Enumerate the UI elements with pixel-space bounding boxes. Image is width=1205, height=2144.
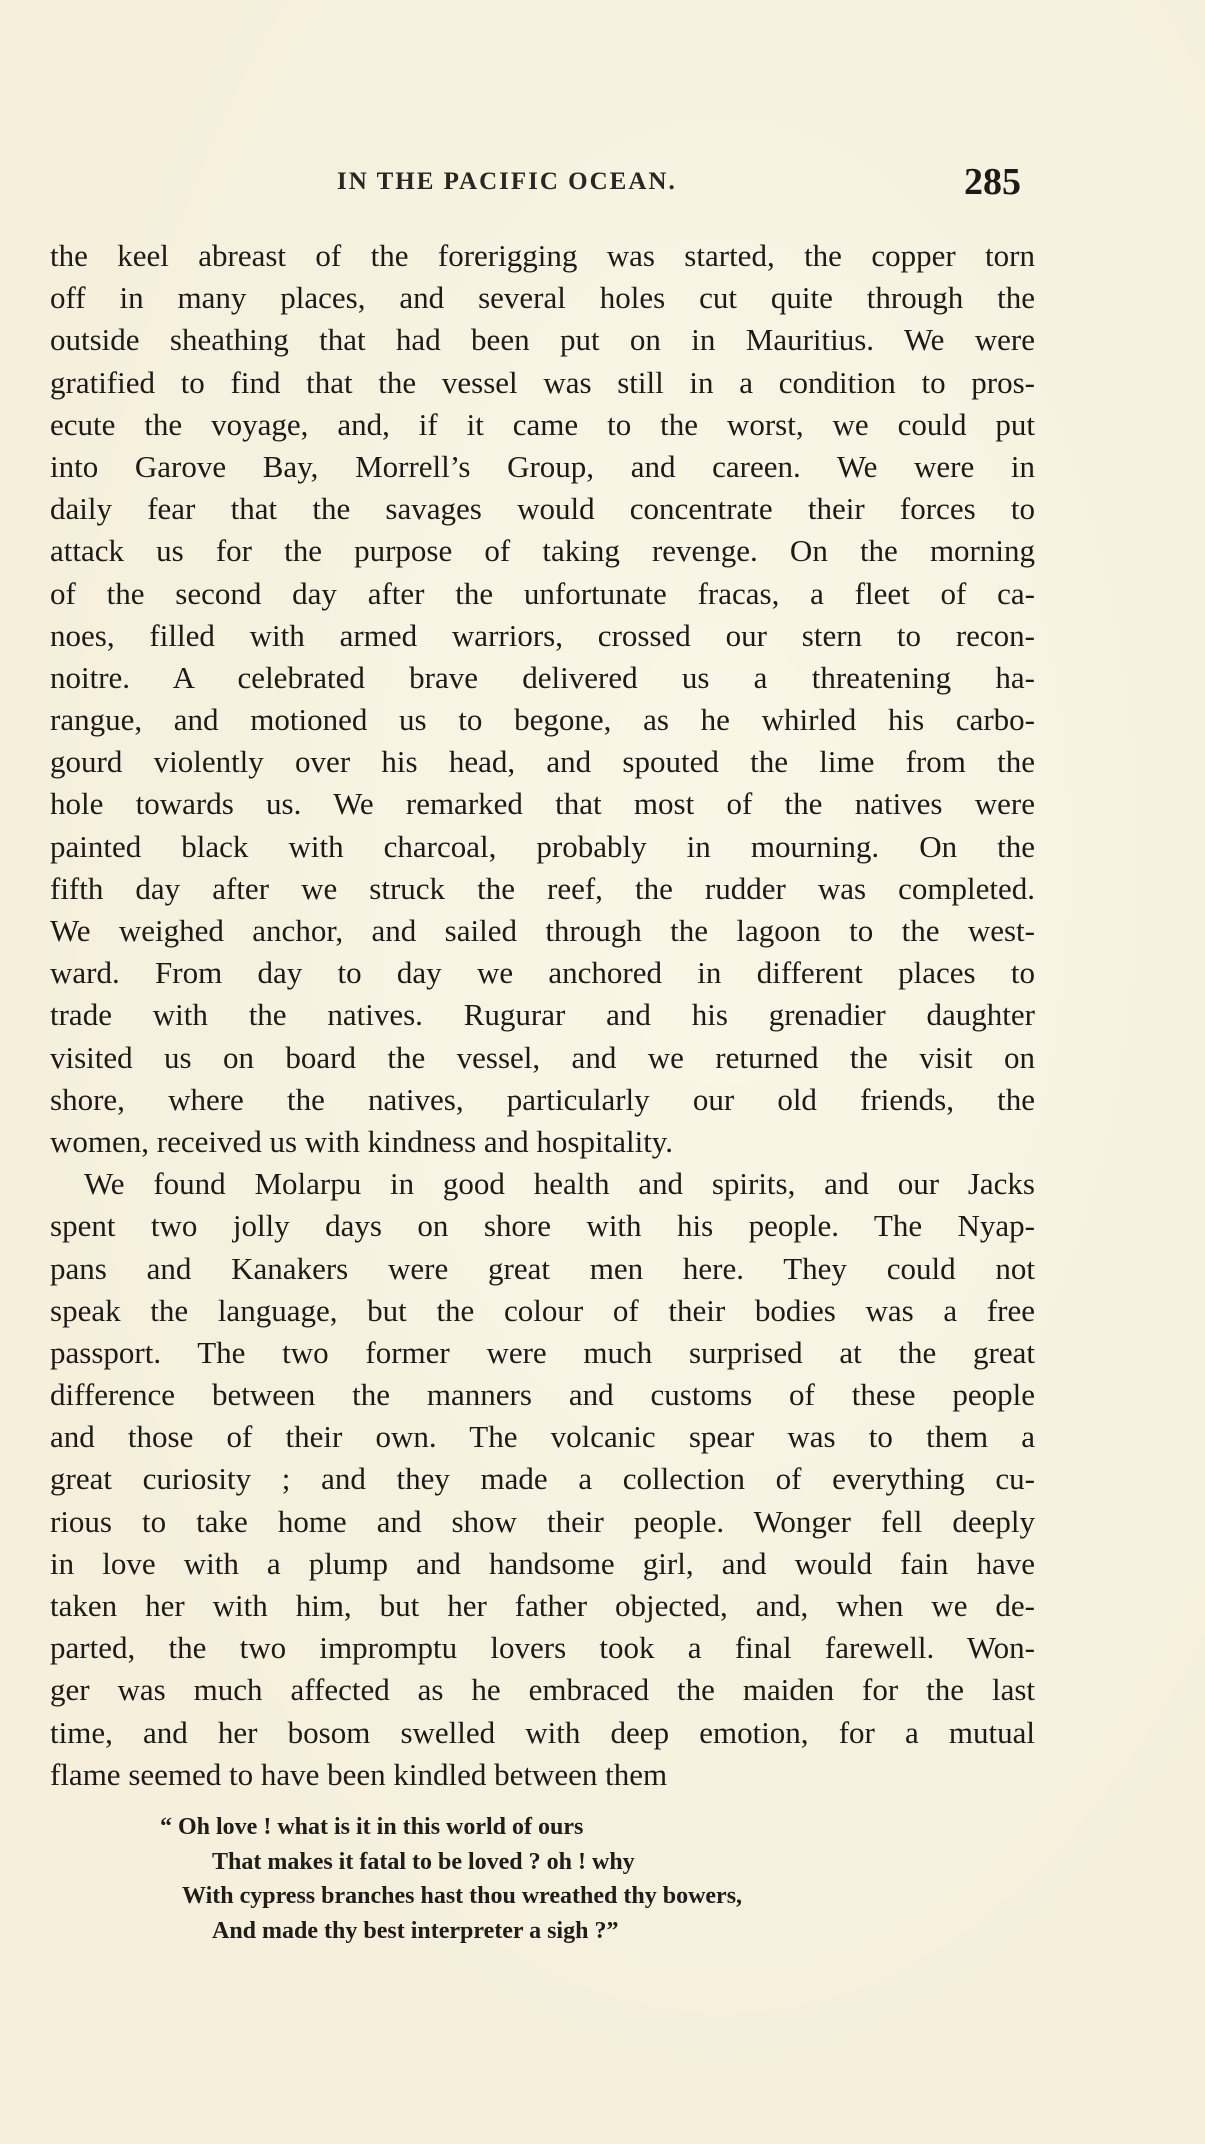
text-line: daily fear that the savages would concentrate their forces to xyxy=(50,491,1035,527)
verse-line: And made thy best interpreter a sigh ?” xyxy=(212,1917,619,1944)
text-line: taken her with him, but her father objected, and, when we de- xyxy=(50,1588,1035,1623)
body-text xyxy=(50,235,1035,1796)
text-line: hole towards us. We remarked that most of the natives were xyxy=(50,786,1035,822)
text-line: We weighed anchor, and sailed through the lagoon to the west- xyxy=(50,913,1035,948)
text-line: flame seemed to have been kindled between them xyxy=(50,1756,668,1792)
text-line: great curiosity ; and they made a collection of everything cu- xyxy=(50,1461,1035,1497)
text-line: shore, where the natives, particularly our old friends, the xyxy=(50,1081,1035,1117)
text-line: painted black with charcoal, probably in mourning. On the xyxy=(50,828,1035,864)
text-line: ward. From day to day we anchored in different places to xyxy=(50,955,1035,991)
text-line: speak the language, but the colour of their bodies was a free xyxy=(50,1292,1035,1328)
text-line: women, received us with kindness and hospitality. xyxy=(50,1123,674,1159)
text-line: ecute the voyage, and, if it came to the worst, we could put xyxy=(50,406,1035,442)
text-line: and those of their own. The volcanic spear was to them a xyxy=(50,1419,1035,1455)
text-line: noitre. A celebrated brave delivered us a threatening ha- xyxy=(50,659,1035,695)
text-line: difference between the manners and customs of these people xyxy=(50,1377,1035,1413)
text-line: rious to take home and show their people. Wonger fell deeply xyxy=(50,1503,1035,1539)
text-line: pans and Kanakers were great men here. They could not xyxy=(50,1250,1035,1286)
text-line: visited us on board the vessel, and we returned the visit on xyxy=(50,1039,1035,1075)
text-line: outside sheathing that had been put on in Mauritius. We were xyxy=(50,322,1035,358)
page-number: 285 xyxy=(964,161,1021,203)
text-line: noes, filled with armed warriors, crossed our stern to recon- xyxy=(50,617,1035,653)
verse-line: With cypress branches hast thou wreathed thy bowers, xyxy=(182,1883,743,1909)
text-line: in love with a plump and handsome girl, and would fain have xyxy=(50,1545,1035,1581)
text-line: into Garove Bay, Morrell’s Group, and careen. We were in xyxy=(50,448,1035,484)
verse-line: “ Oh love ! what is it in this world of ours xyxy=(160,1814,584,1840)
text-line: attack us for the purpose of taking revenge. On the morning xyxy=(50,533,1035,569)
running-head: IN THE PACIFIC OCEAN. xyxy=(337,168,677,195)
verse-quotation xyxy=(160,1810,860,1948)
verse-line: That makes it fatal to be loved ? oh ! why xyxy=(212,1848,635,1875)
text-line: time, and her bosom swelled with deep emotion, for a mutual xyxy=(50,1714,1035,1750)
text-line: spent two jolly days on shore with his people. The Nyap- xyxy=(50,1208,1035,1244)
text-line: ger was much affected as he embraced the maiden for the last xyxy=(50,1672,1035,1708)
text-line: gourd violently over his head, and spouted the lime from the xyxy=(50,744,1035,780)
text-line: gratified to find that the vessel was still in a condition to pros- xyxy=(50,364,1035,400)
text-line: trade with the natives. Rugurar and his grenadier daughter xyxy=(50,997,1035,1033)
text-line: We found Molarpu in good health and spirits, and our Jacks xyxy=(84,1166,1035,1202)
text-line: off in many places, and several holes cut quite through the xyxy=(50,280,1035,316)
text-line: the keel abreast of the forerigging was started, the copper torn xyxy=(50,238,1035,273)
text-line: fifth day after we struck the reef, the rudder was completed. xyxy=(50,870,1035,906)
text-line: parted, the two impromptu lovers took a final farewell. Won- xyxy=(50,1630,1035,1666)
text-line: of the second day after the unfortunate fracas, a fleet of ca- xyxy=(50,575,1035,611)
text-line: rangue, and motioned us to begone, as he whirled his carbo- xyxy=(50,702,1035,738)
text-line: passport. The two former were much surprised at the great xyxy=(50,1334,1035,1370)
